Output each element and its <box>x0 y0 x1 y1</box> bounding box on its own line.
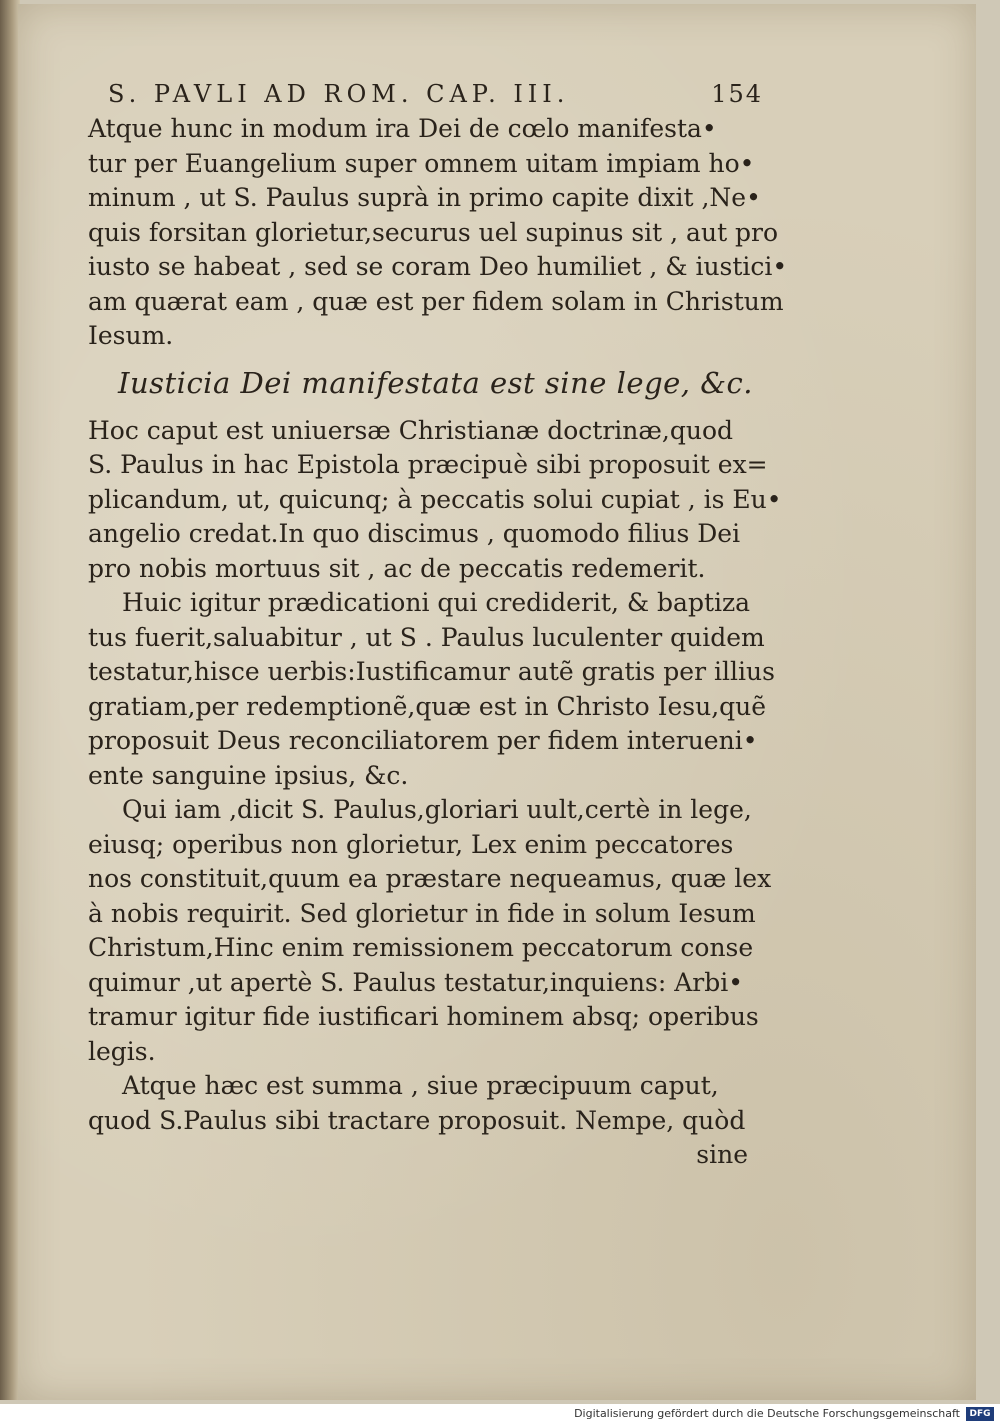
text-line: am quærat eam , quæ est per fidem solam in Christum <box>88 286 784 316</box>
text-line: plicandum, ut, quicunq; à peccatis solui cupiat , is Eu• <box>88 484 782 514</box>
dfg-logo: DFG <box>966 1407 994 1421</box>
page-text-block <box>88 80 788 1172</box>
text-line: Atque hæc est summa , siue præcipuum caput, <box>122 1071 719 1100</box>
text-line: pro nobis mortuus sit , ac de peccatis redemerit. <box>88 553 706 583</box>
text-line: tramur igitur fide iustificari hominem absq; operibus <box>88 1002 759 1031</box>
paragraph-4 <box>88 793 772 1069</box>
paragraph-5 <box>88 1069 758 1138</box>
text-line: iusto se habeat , sed se coram Deo humiliet , & iustici• <box>88 252 788 281</box>
page-binding-edge <box>0 0 20 1400</box>
text-line: testatur,hisce uerbis:Iustificamur autẽ gratis per illius <box>88 657 775 686</box>
text-line: Atque hunc in modum ira Dei de cœlo manifesta• <box>88 114 717 143</box>
running-header <box>108 80 763 108</box>
text-line: Iesum. <box>88 321 174 350</box>
text-line: Qui iam ,dicit S. Paulus,gloriari uult,certè in lege, <box>122 795 752 824</box>
text-line: S. Paulus in hac Epistola præcipuè sibi proposuit ex= <box>88 450 768 479</box>
text-line: gratiam,per redemptionẽ,quæ est in Christo Iesu,quẽ <box>88 691 767 721</box>
text-line: quimur ,ut apertè S. Paulus testatur,inquiens: Arbi• <box>88 967 743 997</box>
catchword: sine <box>696 1140 748 1169</box>
running-title: S. PAVLI AD ROM. CAP. III. <box>108 80 570 108</box>
text-line: eiusq; operibus non glorietur, Lex enim peccatores <box>88 829 734 859</box>
text-line: quod S.Paulus sibi tractare proposuit. Nempe, quòd <box>88 1105 746 1135</box>
text-line: legis. <box>88 1036 156 1066</box>
text-line: ente sanguine ipsius, &c. <box>88 760 409 790</box>
text-line: à nobis requirit. Sed glorietur in fide in solum Iesum <box>88 898 756 928</box>
text-line: angelio credat.In quo discimus , quomodo filius Dei <box>88 519 741 548</box>
text-line: tur per Euangelium super omnem uitam impiam ho• <box>88 148 755 178</box>
text-line: Huic igitur prædicationi qui crediderit, & baptiza <box>122 588 751 617</box>
text-line: nos constituit,quum ea præstare nequeamus, quæ lex <box>88 864 772 893</box>
paragraph-2 <box>88 414 782 587</box>
paragraph-1 <box>88 112 788 354</box>
digitization-footer <box>0 1404 1000 1426</box>
paragraph-3 <box>88 586 775 793</box>
page-number: 154 <box>711 80 763 108</box>
text-line: Hoc caput est uniuersæ Christianæ doctrinæ,quod <box>88 415 733 445</box>
funding-credit: Digitalisierung gefördert durch die Deutsche Forschungsgemeinschaft <box>574 1407 960 1420</box>
text-line: tus fuerit,saluabitur , ut S . Paulus luculenter quidem <box>88 622 765 652</box>
text-line: minum , ut S. Paulus suprà in primo capite dixit ,Ne• <box>88 183 761 212</box>
text-line: quis forsitan glorietur,securus uel supinus sit , aut pro <box>88 217 779 247</box>
text-line: Christum,Hinc enim remissionem peccatorum conse <box>88 933 754 962</box>
text-line: proposuit Deus reconciliatorem per fidem interueni• <box>88 726 758 755</box>
section-heading: Iusticia Dei manifestata est sine lege, &c. <box>118 365 754 400</box>
